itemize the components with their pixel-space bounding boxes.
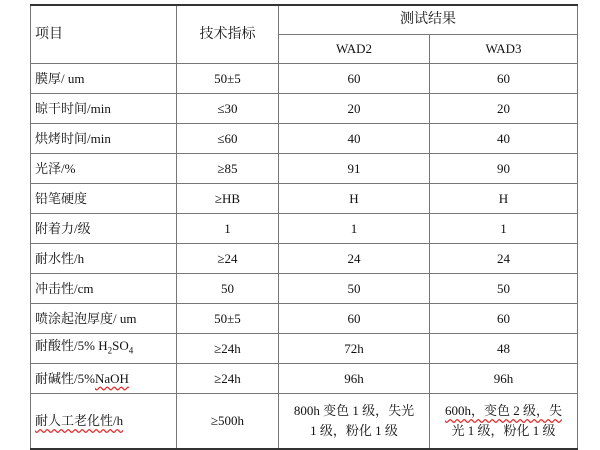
row-wad3-line1: 600h，变色 2 级，失	[444, 403, 562, 418]
row-spec: ≤30	[177, 94, 279, 124]
row-item-subscript: 4	[128, 345, 134, 356]
row-wad2: 40	[279, 124, 430, 154]
row-wad2: 24	[279, 244, 430, 274]
header-spec: 技术指标	[177, 5, 279, 64]
row-wad3: 60	[430, 64, 578, 94]
row-wad3	[430, 394, 578, 450]
row-item: 冲击性/cm	[31, 274, 177, 304]
row-item	[31, 364, 177, 394]
row-wad2-line2: 1 级，粉化 1 级	[310, 423, 398, 438]
row-wad2: 20	[279, 94, 430, 124]
table-row	[31, 94, 578, 124]
row-item-underlined-text: 耐人工老化性/h	[35, 413, 124, 428]
row-wad3: 96h	[430, 364, 578, 394]
row-item	[31, 334, 177, 364]
row-spec: ≥500h	[177, 394, 279, 450]
table-row	[31, 274, 578, 304]
row-spec: 50±5	[177, 64, 279, 94]
row-item-subscript: 2	[107, 345, 113, 356]
row-wad3: 50	[430, 274, 578, 304]
table-row	[31, 304, 578, 334]
row-spec: ≥24h	[177, 334, 279, 364]
header-wad2: WAD2	[279, 35, 430, 64]
table-row	[31, 124, 578, 154]
row-spec: ≤60	[177, 124, 279, 154]
results-table-wrapper	[30, 4, 577, 450]
row-wad3: 90	[430, 154, 578, 184]
row-spec: 50	[177, 274, 279, 304]
table-row	[31, 184, 578, 214]
row-wad2: 60	[279, 304, 430, 334]
row-item: 晾干时间/min	[31, 94, 177, 124]
row-wad3: 48	[430, 334, 578, 364]
row-wad2: 60	[279, 64, 430, 94]
header-wad3: WAD3	[430, 35, 578, 64]
row-spec: ≥85	[177, 154, 279, 184]
row-item: 喷涂起泡厚度/ um	[31, 304, 177, 334]
test-results-table	[30, 4, 578, 450]
row-wad2: 72h	[279, 334, 430, 364]
row-item	[31, 394, 177, 450]
header-results: 测试结果	[279, 5, 578, 35]
row-wad2-line1: 800h 变色 1 级，失光	[293, 403, 415, 418]
row-item: 烘烤时间/min	[31, 124, 177, 154]
row-item-text: 耐酸性/5% H	[35, 338, 108, 354]
row-wad3: 1	[430, 214, 578, 244]
row-wad3: H	[430, 184, 578, 214]
row-item: 膜厚/ um	[31, 64, 177, 94]
row-wad2: 91	[279, 154, 430, 184]
row-item: 光泽/%	[31, 154, 177, 184]
row-spec: ≥24	[177, 244, 279, 274]
row-spec: ≥24h	[177, 364, 279, 394]
table-row	[31, 334, 578, 364]
row-wad2	[279, 394, 430, 450]
row-item: 耐水性/h	[31, 244, 177, 274]
table-row	[31, 154, 578, 184]
row-wad2: 1	[279, 214, 430, 244]
row-wad3: 40	[430, 124, 578, 154]
row-item-text: 耐碱性/5%	[35, 370, 95, 386]
row-wad3: 20	[430, 94, 578, 124]
row-wad3-line2: 光 1 级，粉化 1 级	[451, 423, 556, 438]
row-spec: 50±5	[177, 304, 279, 334]
row-spec: 1	[177, 214, 279, 244]
header-item: 项目	[31, 5, 177, 64]
row-wad3: 24	[430, 244, 578, 274]
row-wad3: 60	[430, 304, 578, 334]
row-wad2: 96h	[279, 364, 430, 394]
table-row	[31, 364, 578, 394]
row-wad2: 50	[279, 274, 430, 304]
table-row	[31, 64, 578, 94]
row-item: 附着力/级	[31, 214, 177, 244]
row-spec: ≥HB	[177, 184, 279, 214]
row-item-text: SO	[112, 338, 129, 354]
table-row	[31, 214, 578, 244]
row-item: 铅笔硬度	[31, 184, 177, 214]
table-row	[31, 244, 578, 274]
row-wad2: H	[279, 184, 430, 214]
row-item-underlined-text: NaOH	[94, 370, 129, 386]
table-row	[31, 394, 578, 450]
